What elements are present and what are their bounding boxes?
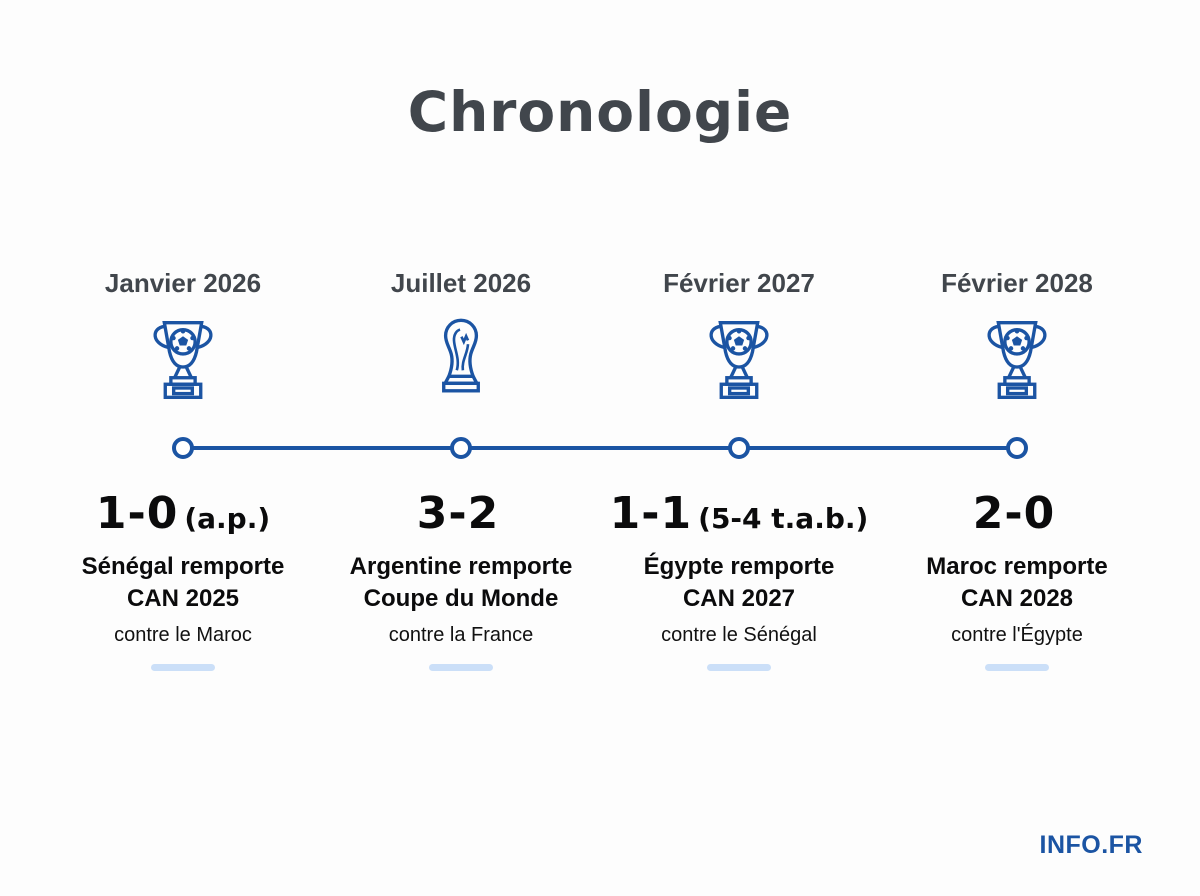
winner-text [600,551,878,615]
accent-underline [429,664,493,671]
winner-text [322,551,600,615]
winner-line2: CAN 2025 [126,585,240,612]
accent-underline [707,664,771,671]
event-card [322,266,600,671]
event-card [600,266,878,671]
timeline-dot [1006,437,1028,459]
opponent-text: contre la France [388,624,534,646]
accent-underline [985,664,1049,671]
winner-line2: CAN 2027 [682,585,796,612]
winner-line1: Argentine remporte [349,553,573,580]
score-text: 2-0 [972,488,1056,539]
event-date-label: Janvier 2026 [104,268,262,298]
winner-text [878,551,1156,615]
timeline-events [44,266,1156,671]
score-row [322,489,600,539]
brand-logo: INFO.FR [1039,831,1143,859]
opponent-text: contre le Sénégal [661,624,817,646]
world-cup-trophy-icon [322,316,600,404]
score-row [44,489,322,539]
score-text: 3-2 [416,488,500,539]
event-card [44,266,322,671]
winner-text [44,551,322,615]
opponent-text: contre l'Égypte [951,624,1083,646]
opponent-text: contre le Maroc [114,624,252,646]
winner-line1: Maroc remporte [926,553,1108,580]
accent-underline [151,664,215,671]
can-trophy-icon [600,316,878,404]
winner-line2: Coupe du Monde [363,585,559,612]
timeline-dot [728,437,750,459]
score-row [878,489,1156,539]
page-title: Chronologie [407,80,793,144]
event-date-label: Février 2028 [941,268,1093,298]
score-text: 1-1 [609,488,693,539]
timeline-dot [450,437,472,459]
can-trophy-icon [878,316,1156,404]
event-date-label: Juillet 2026 [390,268,532,298]
score-text: 1-0 [95,488,179,539]
score-row [600,489,878,539]
score-note: (a.p.) [184,502,271,535]
event-date-label: Février 2027 [663,268,815,298]
can-trophy-icon [44,316,322,404]
winner-line1: Sénégal remporte [81,553,285,580]
score-note: (5-4 t.a.b.) [698,502,869,535]
timeline-dot [172,437,194,459]
winner-line2: CAN 2028 [960,585,1074,612]
event-card [878,266,1156,671]
winner-line1: Égypte remporte [643,553,835,580]
